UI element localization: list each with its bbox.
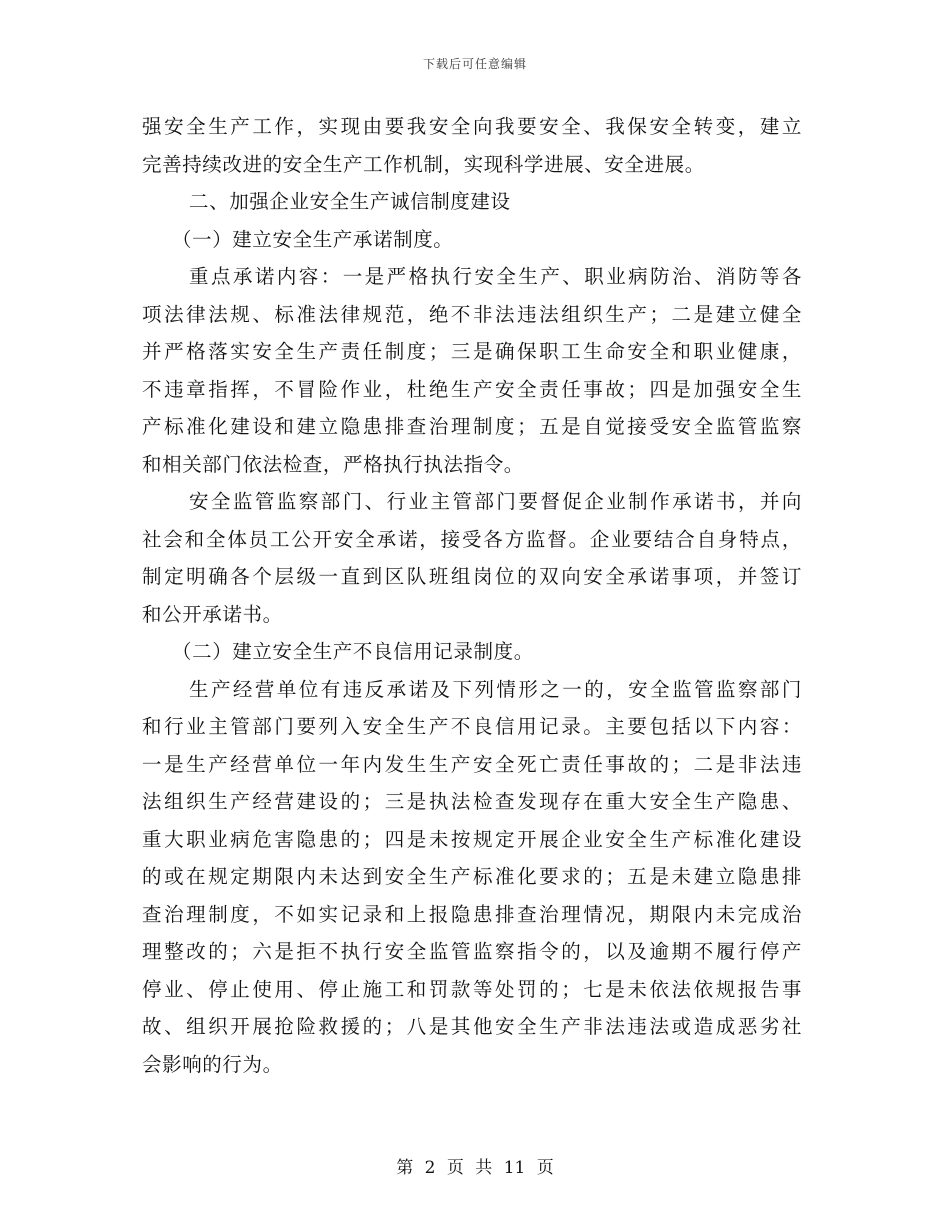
body-line: 项法律法规、标准法律规范，绝不非法违法组织生产；二是建立健全 bbox=[142, 302, 802, 326]
body-line: 和相关部门依法检查，严格执行执法指令。 bbox=[142, 452, 524, 476]
page-number: 第 2 页 共 11 页 bbox=[396, 1158, 554, 1178]
body-line: 重点承诺内容：一是严格执行安全生产、职业病防治、消防等各 bbox=[189, 265, 802, 288]
body-line: 重大职业病危害隐患的；四是未按规定开展企业安全生产标准化建设 bbox=[142, 827, 802, 851]
subsection-heading: （二）建立安全生产不良信用记录制度。 bbox=[172, 640, 534, 663]
body-line: 会影响的行为。 bbox=[142, 1052, 283, 1076]
body-line: 强安全生产工作，实现由要我安全向我要安全、我保安全转变，建立 bbox=[142, 115, 802, 138]
body-line: 的或在规定期限内未达到安全生产标准化要求的；五是未建立隐患排 bbox=[142, 865, 802, 888]
body-line: 法组织生产经营建设的；三是执法检查发现存在重大安全生产隐患、 bbox=[142, 790, 802, 813]
body-line: 和公开承诺书。 bbox=[142, 602, 283, 626]
body-line: 制定明确各个层级一直到区队班组岗位的双向安全承诺事项，并签订 bbox=[142, 565, 802, 588]
body-line: 一是生产经营单位一年内发生生产安全死亡责任事故的；二是非法违 bbox=[142, 752, 802, 776]
subsection-heading: （一）建立安全生产承诺制度。 bbox=[172, 227, 454, 251]
section-heading: 二、加强企业安全生产诚信制度建设 bbox=[189, 190, 511, 213]
page-header-note: 下载后可任意编辑 bbox=[422, 57, 527, 71]
body-line: 安全监管监察部门、行业主管部门要督促企业制作承诺书，并向 bbox=[189, 490, 802, 513]
body-line: 故、组织开展抢险救援的；八是其他安全生产非法违法或造成恶劣社 bbox=[142, 1015, 802, 1038]
body-line: 产标准化建设和建立隐患排查治理制度；五是自觉接受安全监管监察 bbox=[142, 415, 802, 438]
body-line: 停业、停止使用、停止施工和罚款等处罚的；七是未依法依规报告事 bbox=[142, 977, 802, 1001]
body-line: 社会和全体员工公开安全承诺，接受各方监督。企业要结合自身特点， bbox=[142, 527, 802, 551]
body-line: 不违章指挥，不冒险作业，杜绝生产安全责任事故；四是加强安全生 bbox=[142, 377, 802, 401]
body-line: 完善持续改进的安全生产工作机制，实现科学进展、安全进展。 bbox=[142, 152, 705, 176]
body-line: 查治理制度，不如实记录和上报隐患排查治理情况，期限内未完成治 bbox=[142, 902, 802, 926]
body-line: 理整改的；六是拒不执行安全监管监察指令的，以及逾期不履行停产 bbox=[142, 940, 802, 963]
body-line: 生产经营单位有违反承诺及下列情形之一的，安全监管监察部门 bbox=[189, 677, 802, 701]
document-body bbox=[142, 108, 802, 1083]
body-line: 并严格落实安全生产责任制度；三是确保职工生命安全和职业健康， bbox=[142, 340, 802, 363]
body-line: 和行业主管部门要列入安全生产不良信用记录。主要包括以下内容： bbox=[142, 715, 802, 738]
